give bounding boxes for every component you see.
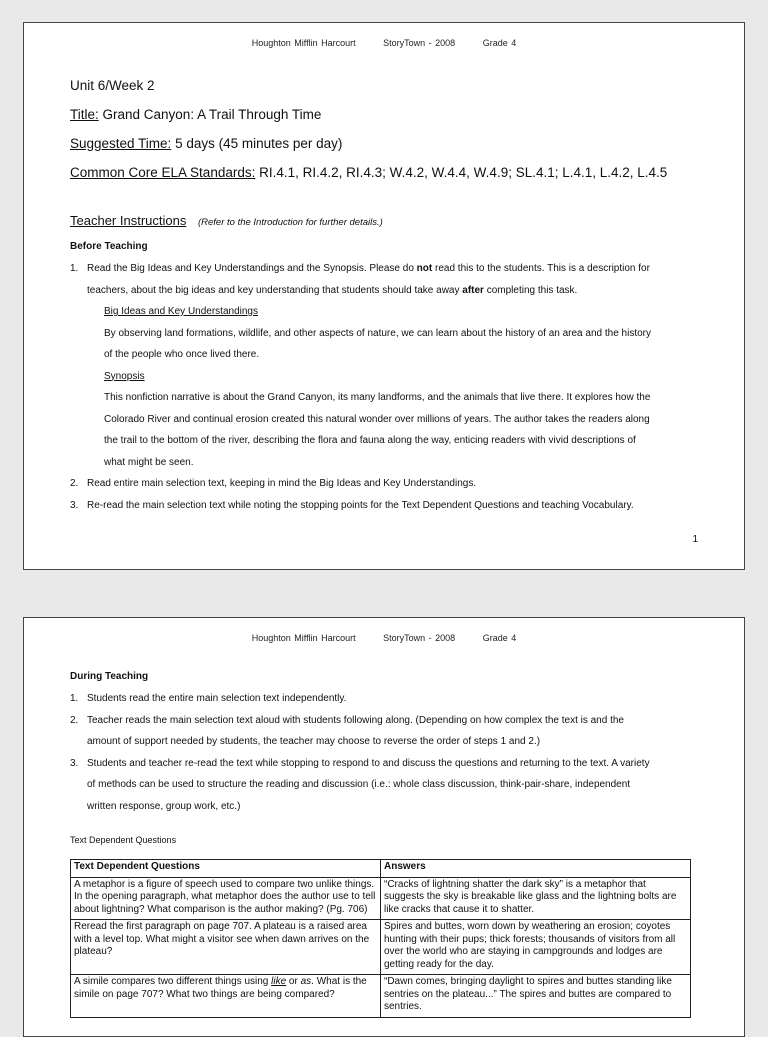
text-segment: A simile compares two different things using [74,976,272,987]
question-cell [71,975,381,1018]
answer-cell: Spires and buttes, worn down by weathering an erosion; coyotes hunting with their pups; thick forests; thousands of visitors from all over the world who are staying in campgrounds and lodges are getting ready for the day. [381,920,691,975]
list-number: 1. [70,693,79,704]
column-header-answers: Answers [381,860,691,878]
standards-value: RI.4.1, RI.4.2, RI.4.3; W.4.2, W.4.4, W.4.9; SL.4.1; L.4.1, L.4.2, L.4.5 [255,165,668,180]
text-segment: or [286,976,301,987]
list-item [70,473,704,495]
teacher-instructions-note: (Refer to the Introduction for further details.) [197,217,383,228]
big-ideas-text: By observing land formations, wildlife, and other aspects of nature, we can learn about the history of an area and the history [104,327,651,339]
list-text: Read entire main selection text, keeping in mind the Big Ideas and Key Understandings. [87,478,477,489]
list-number: 1. [70,263,79,274]
before-teaching-heading: Before Teaching [70,241,148,252]
list-number: 2. [70,714,79,726]
list-text: of methods can be used to structure the reading and discussion (i.e.: whole class discussion, think-pair-share, independent [87,779,631,790]
teacher-instructions-heading [70,211,704,233]
list-item [70,495,704,517]
synopsis-text: Colorado River and continual erosion created this natural wonder over millions of years. The author takes the readers along [104,413,650,425]
big-ideas-section [87,301,704,473]
synopsis-heading: Synopsis [104,370,145,382]
before-teaching-list [70,258,704,516]
page-header [24,38,744,48]
list-text: written response, group work, etc.) [87,800,241,812]
synopsis-text: This nonfiction narrative is about the Grand Canyon, its many landforms, and the animals that live there. It explores how the [104,392,651,403]
page-header [24,633,744,643]
text-segment: teachers, about the big ideas and key understanding that students should take away [87,284,463,296]
table-row [71,920,691,975]
text-dependent-questions-table [70,859,691,1018]
title-label: Title: [70,107,99,122]
emphasis-text: as [300,976,312,987]
unit-week: Unit 6/Week 2 [70,78,155,93]
list-text: Teacher reads the main selection text aloud with students following along. (Depending on how complex the text is and the [87,714,624,726]
header-series: StoryTown - 2008 [383,38,456,48]
list-number: 3. [70,499,79,511]
tdq-title: Text Dependent Questions [70,835,177,845]
suggested-time-label: Suggested Time: [70,136,172,151]
standards-line [70,158,704,187]
header-grade: Grade 4 [482,38,517,48]
list-number: 3. [70,757,79,769]
list-text: amount of support needed by students, the teacher may choose to reverse the order of steps 1 and 2.) [87,736,541,747]
column-header-questions: Text Dependent Questions [71,860,381,878]
text-segment: read this to the students. This is a description for [432,263,650,274]
header-grade: Grade 4 [482,633,517,643]
table-header-row [71,860,691,878]
list-text: Students and teacher re-read the text while stopping to respond to and discuss the questions and returning to the text. A variety [87,757,650,769]
table-row [71,877,691,920]
text-segment: . What is the simile on page 707? What two things are being compared? [74,976,367,1000]
document-page-2 [23,617,745,1037]
during-teaching-heading: During Teaching [70,671,149,682]
list-item [70,753,704,818]
document-page-1 [23,22,745,570]
during-teaching-list [70,688,704,817]
big-ideas-heading: Big Ideas and Key Understandings [104,306,258,317]
list-item [70,688,704,710]
suggested-time-value: 5 days (45 minutes per day) [171,136,343,151]
answer-cell: “Dawn comes, bringing daylight to spires and buttes standing like sentries on the plateau...” The spires and buttes are compared to sentries. [381,975,691,1018]
list-text: Students read the entire main selection text independently. [87,693,347,704]
header-publisher: Houghton Mifflin Harcourt [251,633,356,643]
header-publisher: Houghton Mifflin Harcourt [251,38,356,48]
emphasis-text: like [271,976,287,987]
bold-text: not [416,263,433,274]
text-segment: Read the Big Ideas and Key Understandings and the Synopsis. Please do [87,263,417,274]
title-value: Grand Canyon: A Trail Through Time [98,107,322,122]
answer-cell: “Cracks of lightning shatter the dark sky” is a metaphor that suggests the sky is breakable like glass and the lightning bolts are like cracks that cause it to shatter. [381,877,691,920]
teacher-instructions-label: Teacher Instructions [70,213,187,228]
page-number: 1 [692,534,698,545]
title-line [70,100,704,129]
list-item [70,710,704,753]
list-text: Re-read the main selection text while noting the stopping points for the Text Dependent Questions and teaching Vocabulary. [87,499,634,511]
question-cell: A metaphor is a figure of speech used to compare two unlike things. In the opening paragraph, what metaphor does the author use to tell about lightning? What comparison is the author making? (Pg. 706) [71,877,381,920]
header-series: StoryTown - 2008 [383,633,456,643]
bold-text: after [462,284,484,296]
list-number: 2. [70,478,79,489]
text-segment: completing this task. [483,284,578,296]
list-item [70,258,704,473]
standards-label: Common Core ELA Standards: [70,165,256,180]
table-row [71,975,691,1018]
big-ideas-text: of the people who once lived there. [104,349,260,360]
question-cell: Reread the first paragraph on page 707. A plateau is a raised area with a level top. What might a visitor see when dawn arrives on the plateau? [71,920,381,975]
suggested-time-line [70,129,704,158]
synopsis-text: the trail to the bottom of the river, describing the flora and fauna along the way, enticing readers with vivid descriptions of [104,435,636,446]
synopsis-text: what might be seen. [104,456,194,468]
